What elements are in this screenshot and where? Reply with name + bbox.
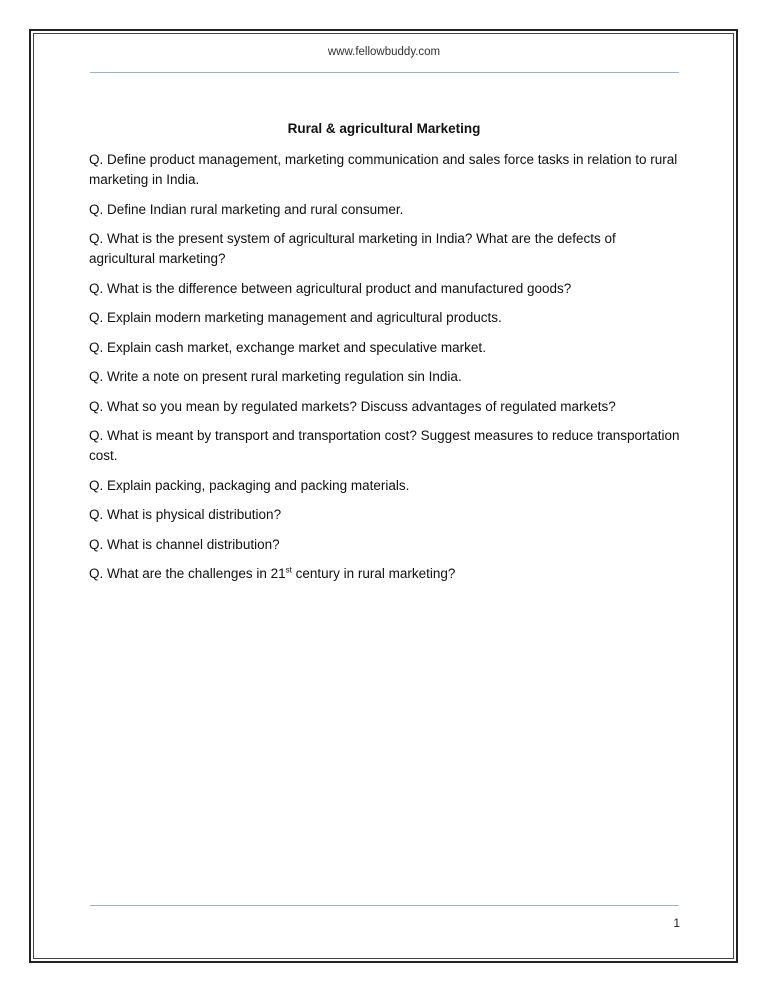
question-item: Q. What is physical distribution? <box>89 507 282 522</box>
question-item: Q. What is meant by transport and transportation cost? Suggest measures to reduce transportation cost. <box>89 428 680 463</box>
question-item: Q. What is channel distribution? <box>89 536 280 552</box>
question-item: Q. What is the present system of agricultural marketing in India? What are the defects of agricultural marketing? <box>89 231 616 266</box>
footer-divider <box>90 905 679 906</box>
header-url: www.fellowbuddy.com <box>327 46 441 58</box>
question-text-before: Q. What are the challenges in 21 <box>89 566 286 581</box>
question-item: Q. Explain packing, packaging and packing materials. <box>89 477 410 493</box>
question-item-last <box>89 564 681 584</box>
question-item: Q. What is the difference between agricultural product and manufactured goods? <box>89 280 572 296</box>
header-divider <box>90 72 679 73</box>
question-list <box>89 150 681 594</box>
question-item: Q. Define product management, marketing communication and sales force tasks in relation to rural marketing in India. <box>89 152 678 187</box>
question-item: Q. Explain modern marketing management and agricultural products. <box>89 310 502 325</box>
question-item: Q. Define Indian rural marketing and rural consumer. <box>89 201 404 217</box>
question-item: Q. Write a note on present rural marketing regulation sin India. <box>89 369 462 384</box>
page-number: 1 <box>673 916 680 930</box>
question-item: Q. Explain cash market, exchange market and speculative market. <box>89 339 486 355</box>
ordinal-superscript: st <box>285 565 292 575</box>
document-title: Rural & agricultural Marketing <box>287 121 481 136</box>
question-text-after: century in rural marketing? <box>291 566 456 581</box>
question-item: Q. What so you mean by regulated markets? Discuss advantages of regulated markets? <box>89 398 616 414</box>
